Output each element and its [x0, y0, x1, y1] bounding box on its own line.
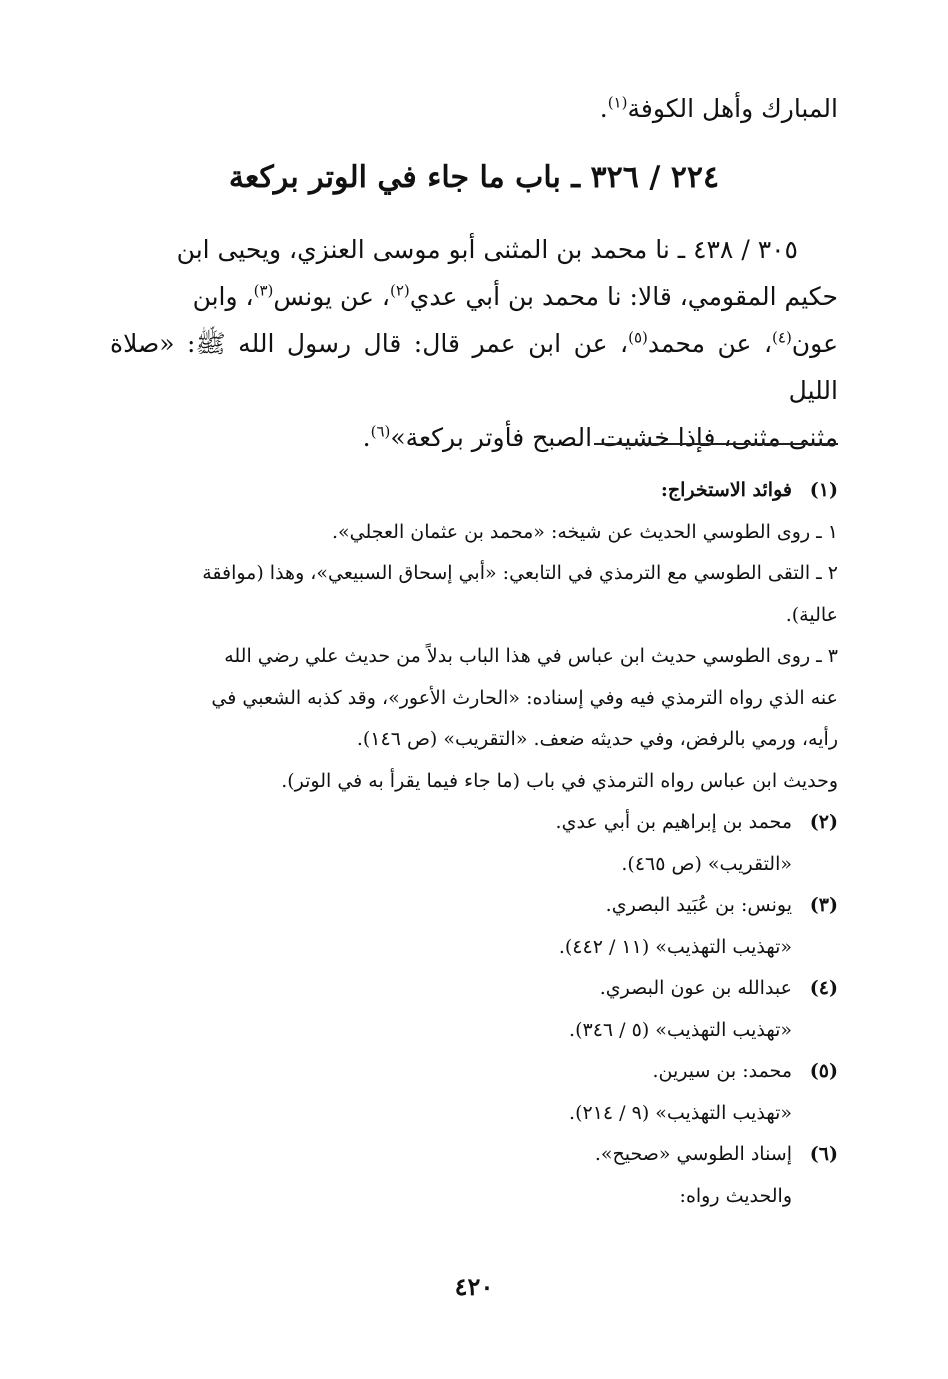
footnote-number: (٣) — [809, 894, 838, 916]
continuation-text: المبارك وأهل الكوفة — [627, 94, 838, 123]
page-number: ٤٢٠ — [454, 1272, 494, 1301]
hadith-line-1: ٣٠٥ / ٤٣٨ ـ نا محمد بن المثنى أبو موسى العنزي، ويحيى ابن — [176, 235, 798, 264]
footnote-title: فوائد الاستخراج: — [660, 479, 792, 501]
footnote-1-item-2-line-2: عالية). — [785, 603, 838, 626]
footnote-ref-2: (٢) — [390, 281, 410, 300]
footnote-divider — [594, 443, 838, 445]
footnote-1-item-2-line-1: ٢ ـ التقى الطوسي مع الترمذي في التابعي: «أبي إسحاق السبيعي»، وهذا (موافقة — [202, 562, 838, 584]
footnote-5-source: «تهذيب التهذيب» (٩ / ٢١٤). — [569, 1101, 792, 1124]
chapter-heading: ٢٢٤ / ٣٢٦ ـ باب ما جاء في الوتر بركعة — [228, 160, 720, 195]
footnote-1-heading — [110, 470, 838, 512]
footnote-number: (٥) — [809, 1060, 838, 1082]
footnote-number: (٢) — [809, 811, 838, 833]
footnote-2-source: «التقريب» (ص ٤٦٥). — [621, 852, 792, 875]
footnote-number: (١) — [809, 479, 838, 501]
continuation-end: . — [599, 94, 608, 123]
footnote-ref-6: (٦) — [370, 422, 391, 441]
footnote-2 — [110, 802, 838, 844]
footnote-3 — [110, 885, 838, 927]
footnote-6 — [110, 1134, 838, 1176]
footnote-number: (٦) — [809, 1143, 838, 1165]
footnote-1-item-3-line-4: وحديث ابن عباس رواه الترمذي في باب (ما جاء فيما يقرأ به في الوتر). — [281, 769, 838, 792]
footnote-6-continuation: والحديث رواه: — [679, 1184, 792, 1207]
hadith-line-2: حكيم المقومي، قالا: نا محمد بن أبي عدي$^{(٢)}$، عن يونس$^{(٣)}$، وابن — [192, 281, 838, 311]
footnote-text: يونس: بن عُبَيد البصري. — [605, 894, 792, 916]
hadith-text — [110, 226, 838, 461]
footnote-1-item-3-line-3: رأيه، ورمي بالرفض، وفي حديثه ضعف. «التقريب» (ص ١٤٦). — [356, 728, 838, 750]
footnote-ref-4: (٤) — [772, 328, 792, 347]
continuation-line — [110, 92, 838, 126]
footnote-text: محمد: بن سيرين. — [652, 1060, 792, 1082]
footnote-text: محمد بن إبراهيم بن أبي عدي. — [555, 811, 792, 833]
footnote-text: عبدالله بن عون البصري. — [599, 977, 792, 999]
footnote-5 — [110, 1051, 838, 1093]
footnote-ref-3: (٣) — [253, 281, 274, 300]
footnote-1-item-3-line-1: ٣ ـ روى الطوسي حديث ابن عباس في هذا الباب بدلاً من حديث علي رضي الله — [224, 645, 838, 667]
footnote-1-item-3-line-2: عنه الذي رواه الترمذي فيه وفي إسناده: «الحارث الأعور»، وقد كذبه الشعبي في — [211, 686, 838, 709]
footnote-ref-1: (١) — [607, 93, 628, 112]
footnote-ref-5: (٥) — [628, 328, 648, 347]
footnote-4 — [110, 968, 838, 1010]
footnote-3-source: «تهذيب التهذيب» (١١ / ٤٤٢). — [558, 935, 792, 958]
hadith-line-3: عون$^{(٤)}$، عن محمد$^{(٥)}$، عن ابن عمر قال: قال رسول الله ﷺ: «صلاة الليل — [110, 328, 838, 405]
footnote-1-item-1: ١ ـ روى الطوسي الحديث عن شيخه: «محمد بن عثمان العجلي». — [331, 520, 838, 543]
footnotes — [110, 470, 838, 1217]
footnote-4-source: «تهذيب التهذيب» (٥ / ٣٤٦). — [569, 1018, 792, 1041]
footnote-number: (٤) — [809, 977, 838, 999]
footnote-text: إسناد الطوسي «صحيح». — [594, 1143, 792, 1165]
hadith-line-4: مثنى مثنى، فإذا خشيت الصبح فأوتر بركعة»$^{(٦)}$. — [362, 422, 838, 452]
